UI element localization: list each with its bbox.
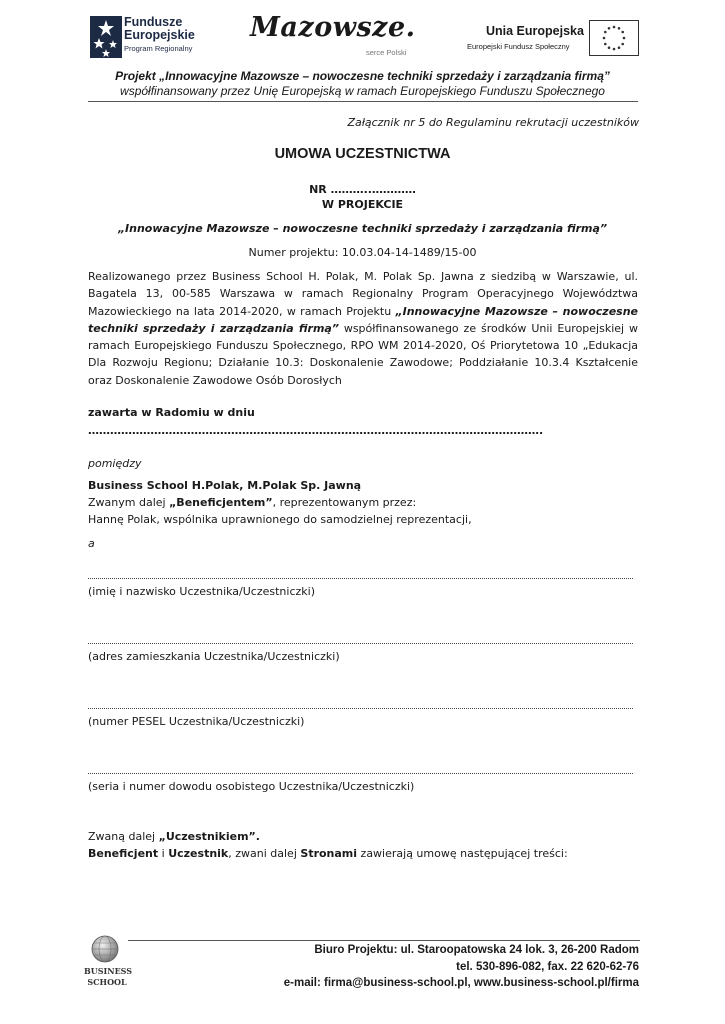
fe-logo-line3: Program Regionalny <box>124 44 193 53</box>
mazowsze-logo-word: Mazowsze. <box>250 12 416 43</box>
name-fill-line <box>88 578 633 579</box>
name-caption: (imię i nazwisko Uczestnika/Uczestniczki) <box>88 585 315 598</box>
beneficiary-called-c: , reprezentowanym przez: <box>272 496 417 509</box>
project-header-line2: współfinansowany przez Unię Europejską w ramach Europejskiego Funduszu Społecznego <box>120 84 605 98</box>
participant-called <box>88 830 260 843</box>
annex-note: Załącznik nr 5 do Regulaminu rekrutacji uczestników <box>347 116 639 129</box>
parties-and: i <box>158 847 169 860</box>
project-name: „Innowacyjne Mazowsze – nowoczesne techniki sprzedaży i zarządzania firmą” <box>117 222 608 235</box>
ue-logo-title: Unia Europejska <box>486 24 584 38</box>
parties-called: , zwani dalej <box>228 847 301 860</box>
footer-office: Biuro Projektu: ul. Staroopatowska 24 lok. 3, 26-200 Radom <box>314 944 639 956</box>
business-school-logo <box>84 934 133 996</box>
parties-beneficiary: Beneficjent <box>88 847 159 860</box>
document-title: UMOWA UCZESTNICTWA <box>274 146 451 162</box>
between-label: pomiędzy <box>88 457 142 470</box>
mazowsze-logo <box>250 12 430 62</box>
eu-flag-icon <box>589 20 639 56</box>
date-field: ……………………………………………………………………………………………………………. <box>88 424 544 437</box>
fundusze-europejskie-logo <box>88 14 208 62</box>
address-fill-line <box>88 643 633 644</box>
project-number: Numer projektu: 10.03.04-14-1489/15-00 <box>248 246 477 259</box>
footer-email: e-mail: firma@business-school.pl, www.business-school.pl/firma <box>283 977 639 989</box>
intro-project-name: „Innowacyjne Mazowsze – nowoczesne techniki sprzedaży i zarządzania firmą” <box>88 304 638 335</box>
id-fill-line <box>88 773 633 774</box>
parties-participant: Uczestnik <box>168 847 229 860</box>
mazowsze-logo-sub: serce Polski <box>366 48 407 57</box>
ue-logo-sub: Europejski Fundusz Społeczny <box>467 42 570 51</box>
parties-term: Stronami <box>300 847 358 860</box>
in-project-label: W PROJEKCIE <box>321 198 404 211</box>
beneficiary-called <box>88 496 416 509</box>
concluded-in: zawarta w Radomiu w dniu <box>88 406 255 419</box>
intro-text-a: Realizowanego przez Business School H. Polak, M. Polak Sp. Jawna z siedzibą w Warszawie, ul. Bagatela 13, 00-585 Warszawa w ramach Regionalny Program Operacyjnego Województwa Mazowieckiego na lata 2014-2020, w ramach Projektu <box>88 270 638 318</box>
bs-logo-line2: SCHOOL <box>87 977 127 987</box>
intro-paragraph <box>88 268 638 389</box>
and-label: a <box>88 537 95 550</box>
intro-text-b: współfinansowanego ze środków Unii Europejskiej w ramach Europejskiego Funduszu Społecznego, RPO WM 2014-2020, Oś Priorytetowa 10 „Edukacja Dla Rozwoju Regionu; Działanie 10.3: Doskonalenie Zawodowe; Poddziałanie 10.3.4 Kształcenie oraz Doskonalenie Zawodowe Osób Dorosłych <box>88 321 638 387</box>
fe-stars-icon <box>90 16 122 58</box>
agreement-number: NR ………..………… <box>309 183 416 196</box>
beneficiary-representative: Hannę Polak, wspólnika uprawnionego do samodzielnej reprezentacji, <box>88 513 472 526</box>
beneficiary-called-a: Zwanym dalej <box>88 496 170 509</box>
id-caption: (seria i numer dowodu osobistego Uczestnika/Uczestniczki) <box>88 780 415 793</box>
bs-logo-line1: BUSINESS <box>84 966 133 976</box>
beneficiary-term: „Beneficjentem” <box>169 496 273 509</box>
header-divider <box>88 101 638 102</box>
fe-logo-line1: Fundusze <box>124 15 183 29</box>
pesel-fill-line <box>88 708 633 709</box>
beneficiary-name: Business School H.Polak, M.Polak Sp. Jawną <box>88 479 362 492</box>
parties-rest: zawierają umowę następującej treści: <box>357 847 568 860</box>
pesel-caption: (numer PESEL Uczestnika/Uczestniczki) <box>88 715 305 728</box>
participant-called-a: Zwaną dalej <box>88 830 159 843</box>
globe-icon <box>90 934 120 964</box>
footer-divider <box>128 940 640 941</box>
participant-term: „Uczestnikiem”. <box>158 830 260 843</box>
parties-statement <box>88 847 568 860</box>
unia-europejska-logo <box>462 20 640 60</box>
project-header-line1: Projekt „Innowacyjne Mazowsze – nowoczesne techniki sprzedaży i zarządzania firmą” <box>115 69 610 83</box>
address-caption: (adres zamieszkania Uczestnika/Uczestniczki) <box>88 650 340 663</box>
fe-logo-line2: Europejskie <box>124 28 195 42</box>
footer-phone: tel. 530-896-082, fax. 22 620-62-76 <box>456 961 639 973</box>
